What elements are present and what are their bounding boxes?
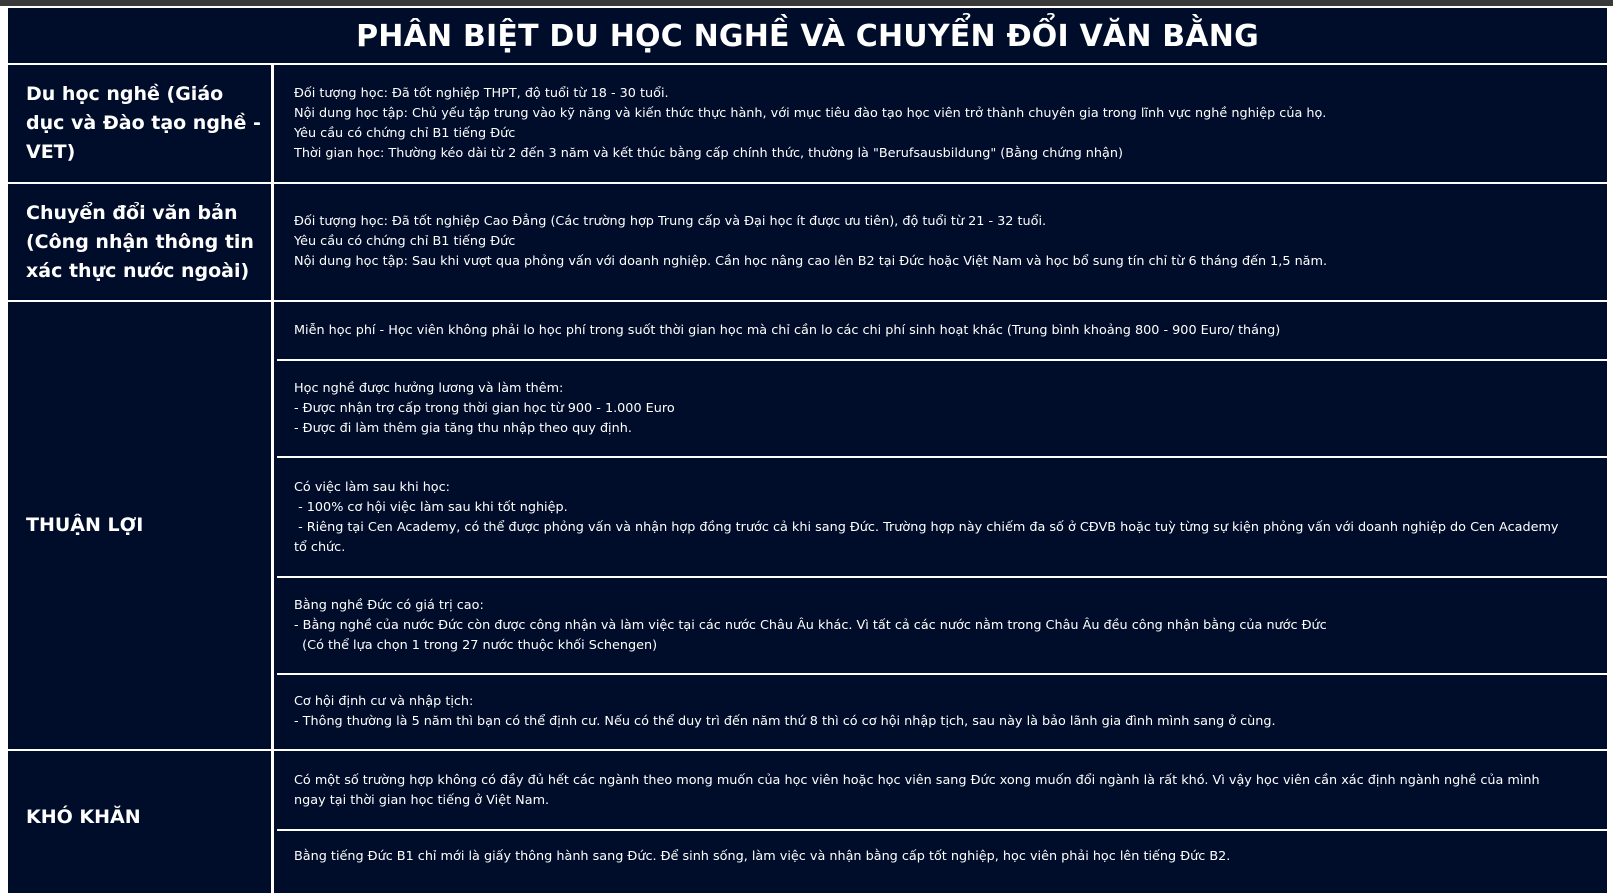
row-label-text: Du học nghề (Giáo dục và Đào tạo nghề - VET) [26, 83, 261, 163]
advantage-cell-degree-value [277, 576, 1607, 674]
row-content-vet [277, 65, 1607, 182]
content-line: Yêu cầu có chứng chỉ B1 tiếng Đức [294, 125, 516, 141]
advantage-cell-settlement [277, 673, 1607, 749]
content-cell [277, 65, 1607, 182]
row-content-difficulties [277, 751, 1607, 893]
window-top-bar [0, 0, 1613, 6]
content-line: Có một số trường hợp không có đầy đủ hết các ngành theo mong muốn của học viên hoặc học viên sang Đức xong muốn đổi ngành là rất khó. Vì vậy học viên cần xác định ngành nghề của mình ngay tại thời gian học tiếng ở Việt Nam. [294, 772, 1544, 808]
content-line: - Bằng nghề của nước Đức còn được công nhận và làm việc tại các nước Châu Âu khác. Vì tất cả các nước nằm trong Châu Âu đều công nhận bằng của nước Đức [294, 618, 1327, 633]
content-line: (Có thể lựa chọn 1 trong 27 nước thuộc khối Schengen) [294, 638, 658, 653]
row-label-advantages [8, 302, 274, 749]
content-line: Cơ hội định cư và nhập tịch: [294, 694, 474, 709]
content-line: Đối tượng học: Đã tốt nghiệp Cao Đẳng (Các trường hợp Trung cấp và Đại học ít được ưu tiên), độ tuổi từ 21 - 32 tuổi. [294, 214, 1047, 229]
content-line: Miễn học phí - Học viên không phải lo học phí trong suốt thời gian học mà chỉ cần lo các chi phí sinh hoạt khác (Trung bình khoảng 800 - 900 Euro/ tháng) [294, 323, 1281, 338]
content-line: - 100% cơ hội việc làm sau khi tốt nghiệp. [294, 499, 568, 515]
row-label-text: KHÓ KHĂN [26, 806, 141, 828]
content-line: - Được nhận trợ cấp trong thời gian học từ 900 - 1.000 Euro [294, 401, 675, 416]
row-content-advantages [277, 302, 1607, 749]
content-line: - Riêng tại Cen Academy, có thể được phỏng vấn và nhận hợp đồng trước cả khi sang Đức. Trường hợp này chiếm đa số ở CĐVB hoặc tuỳ từng sự kiện phỏng vấn với doanh nghiệp do Cen Academy tổ chức. [294, 519, 1563, 555]
row-content-degree-conversion [277, 184, 1607, 300]
table-row-vet [8, 63, 1607, 182]
content-line: Bằng tiếng Đức B1 chỉ mới là giấy thông hành sang Đức. Để sinh sống, làm việc và nhận bằng cấp tốt nghiệp, học viên phải học lên tiếng Đức B2. [294, 849, 1231, 864]
content-line: Nội dung học tập: Chủ yếu tập trung vào kỹ năng và kiến thức thực hành, với mục tiêu đào tạo học viên trở thành chuyên gia trong lĩnh vực nghề nghiệp của họ. [294, 105, 1327, 121]
advantage-cell-employment [277, 456, 1607, 577]
content-line: Học nghề được hưởng lương và làm thêm: [294, 381, 564, 396]
content-line: Nội dung học tập: Sau khi vượt qua phỏng vấn với doanh nghiệp. Cần học nâng cao lên B2 tại Đức hoặc Việt Nam và học bổ sung tín chỉ từ 6 tháng đến 1,5 năm. [294, 254, 1328, 269]
content-line: - Được đi làm thêm gia tăng thu nhập theo quy định. [294, 421, 632, 436]
comparison-table [8, 8, 1607, 893]
content-cell [277, 184, 1607, 300]
content-line: Yêu cầu có chứng chỉ B1 tiếng Đức [294, 234, 516, 249]
row-label-vet [8, 65, 274, 182]
content-line: Bằng nghề Đức có giá trị cao: [294, 598, 484, 613]
row-label-text: THUẬN LỢI [26, 514, 144, 536]
row-label-difficulties [8, 751, 274, 893]
row-label-degree-conversion [8, 184, 274, 300]
difficulty-cell-language [277, 829, 1607, 885]
content-line: Có việc làm sau khi học: [294, 479, 450, 495]
page-title: PHÂN BIỆT DU HỌC NGHỀ VÀ CHUYỂN ĐỔI VĂN BẰNG [356, 19, 1259, 54]
advantage-cell-tuition [277, 302, 1607, 360]
advantage-cell-salary [277, 359, 1607, 457]
table-row-advantages [8, 300, 1607, 749]
row-label-text: Chuyển đổi văn bản (Công nhận thông tin xác thực nước ngoài) [26, 201, 254, 282]
content-line: Thời gian học: Thường kéo dài từ 2 đến 3 năm và kết thúc bằng cấp chính thức, thường là "Berufsausbildung" (Bằng chứng nhận) [294, 145, 1123, 161]
table-row-degree-conversion [8, 182, 1607, 300]
content-line: - Thông thường là 5 năm thì bạn có thể định cư. Nếu có thể duy trì đến năm thứ 8 thì có cơ hội nhập tịch, sau này là bảo lãnh gia đình mình sang ở cùng. [294, 714, 1276, 729]
table-row-difficulties [8, 749, 1607, 893]
content-line: Đối tượng học: Đã tốt nghiệp THPT, độ tuổi từ 18 - 30 tuổi. [294, 85, 669, 101]
difficulty-cell-major [277, 751, 1607, 830]
